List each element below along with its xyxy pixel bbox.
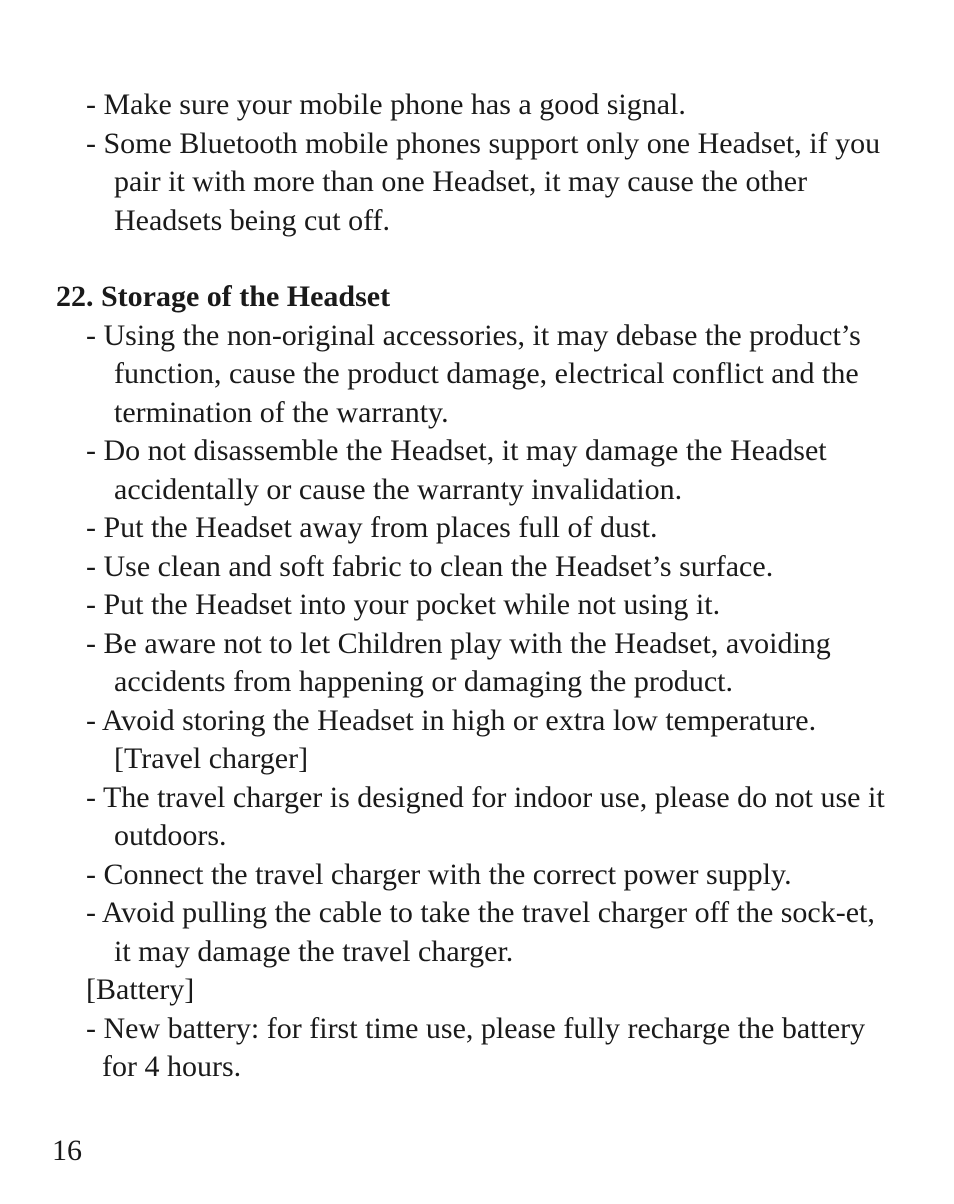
bullet-cable-pulling: - Avoid pulling the cable to take the travel charger off the sock-et, it may damage the travel charger. — [86, 896, 875, 968]
section-heading: 22. Storage of the Headset — [56, 280, 391, 313]
bullet-children-warning: - Be aware not to let Children play with the Headset, avoiding accidents from happening or damaging the product. — [86, 626, 831, 698]
bullet-indoor-use: - The travel charger is designed for indoor use, please do not use it outdoors. — [86, 780, 885, 852]
bullet-pocket-storage: - Put the Headset into your pocket while not using it. — [86, 588, 721, 621]
bullet-temperature-warning: - Avoid storing the Headset in high or extra low temperature. [Travel charger] — [86, 703, 817, 775]
page-content — [56, 86, 898, 1087]
bullet-non-original-accessories: - Using the non-original accessories, it may debase the product’s function, cause the product damage, electrical conflict and the termination of the warranty. — [86, 318, 861, 429]
bullet-away-from-dust: - Put the Headset away from places full of dust. — [86, 511, 658, 544]
bullet-correct-power-supply: - Connect the travel charger with the correct power supply. — [86, 857, 792, 891]
bullet-clean-surface: - Use clean and soft fabric to clean the Headset’s surface. — [86, 549, 774, 583]
page-number: 16 — [52, 1134, 82, 1167]
battery-subheading: [Battery] — [86, 973, 195, 1006]
bullet-new-battery: - New battery: for first time use, please fully recharge the battery for 4 hours. — [86, 1011, 866, 1083]
bullet-single-headset-support: - Some Bluetooth mobile phones support only one Headset, if you pair it with more than one Headset, it may cause the other Headsets being cut off. — [86, 126, 881, 237]
bullet-do-not-disassemble: - Do not disassemble the Headset, it may damage the Headset accidentally or cause the warranty invalidation. — [86, 434, 827, 506]
bullet-good-signal: - Make sure your mobile phone has a good signal. — [86, 88, 686, 121]
